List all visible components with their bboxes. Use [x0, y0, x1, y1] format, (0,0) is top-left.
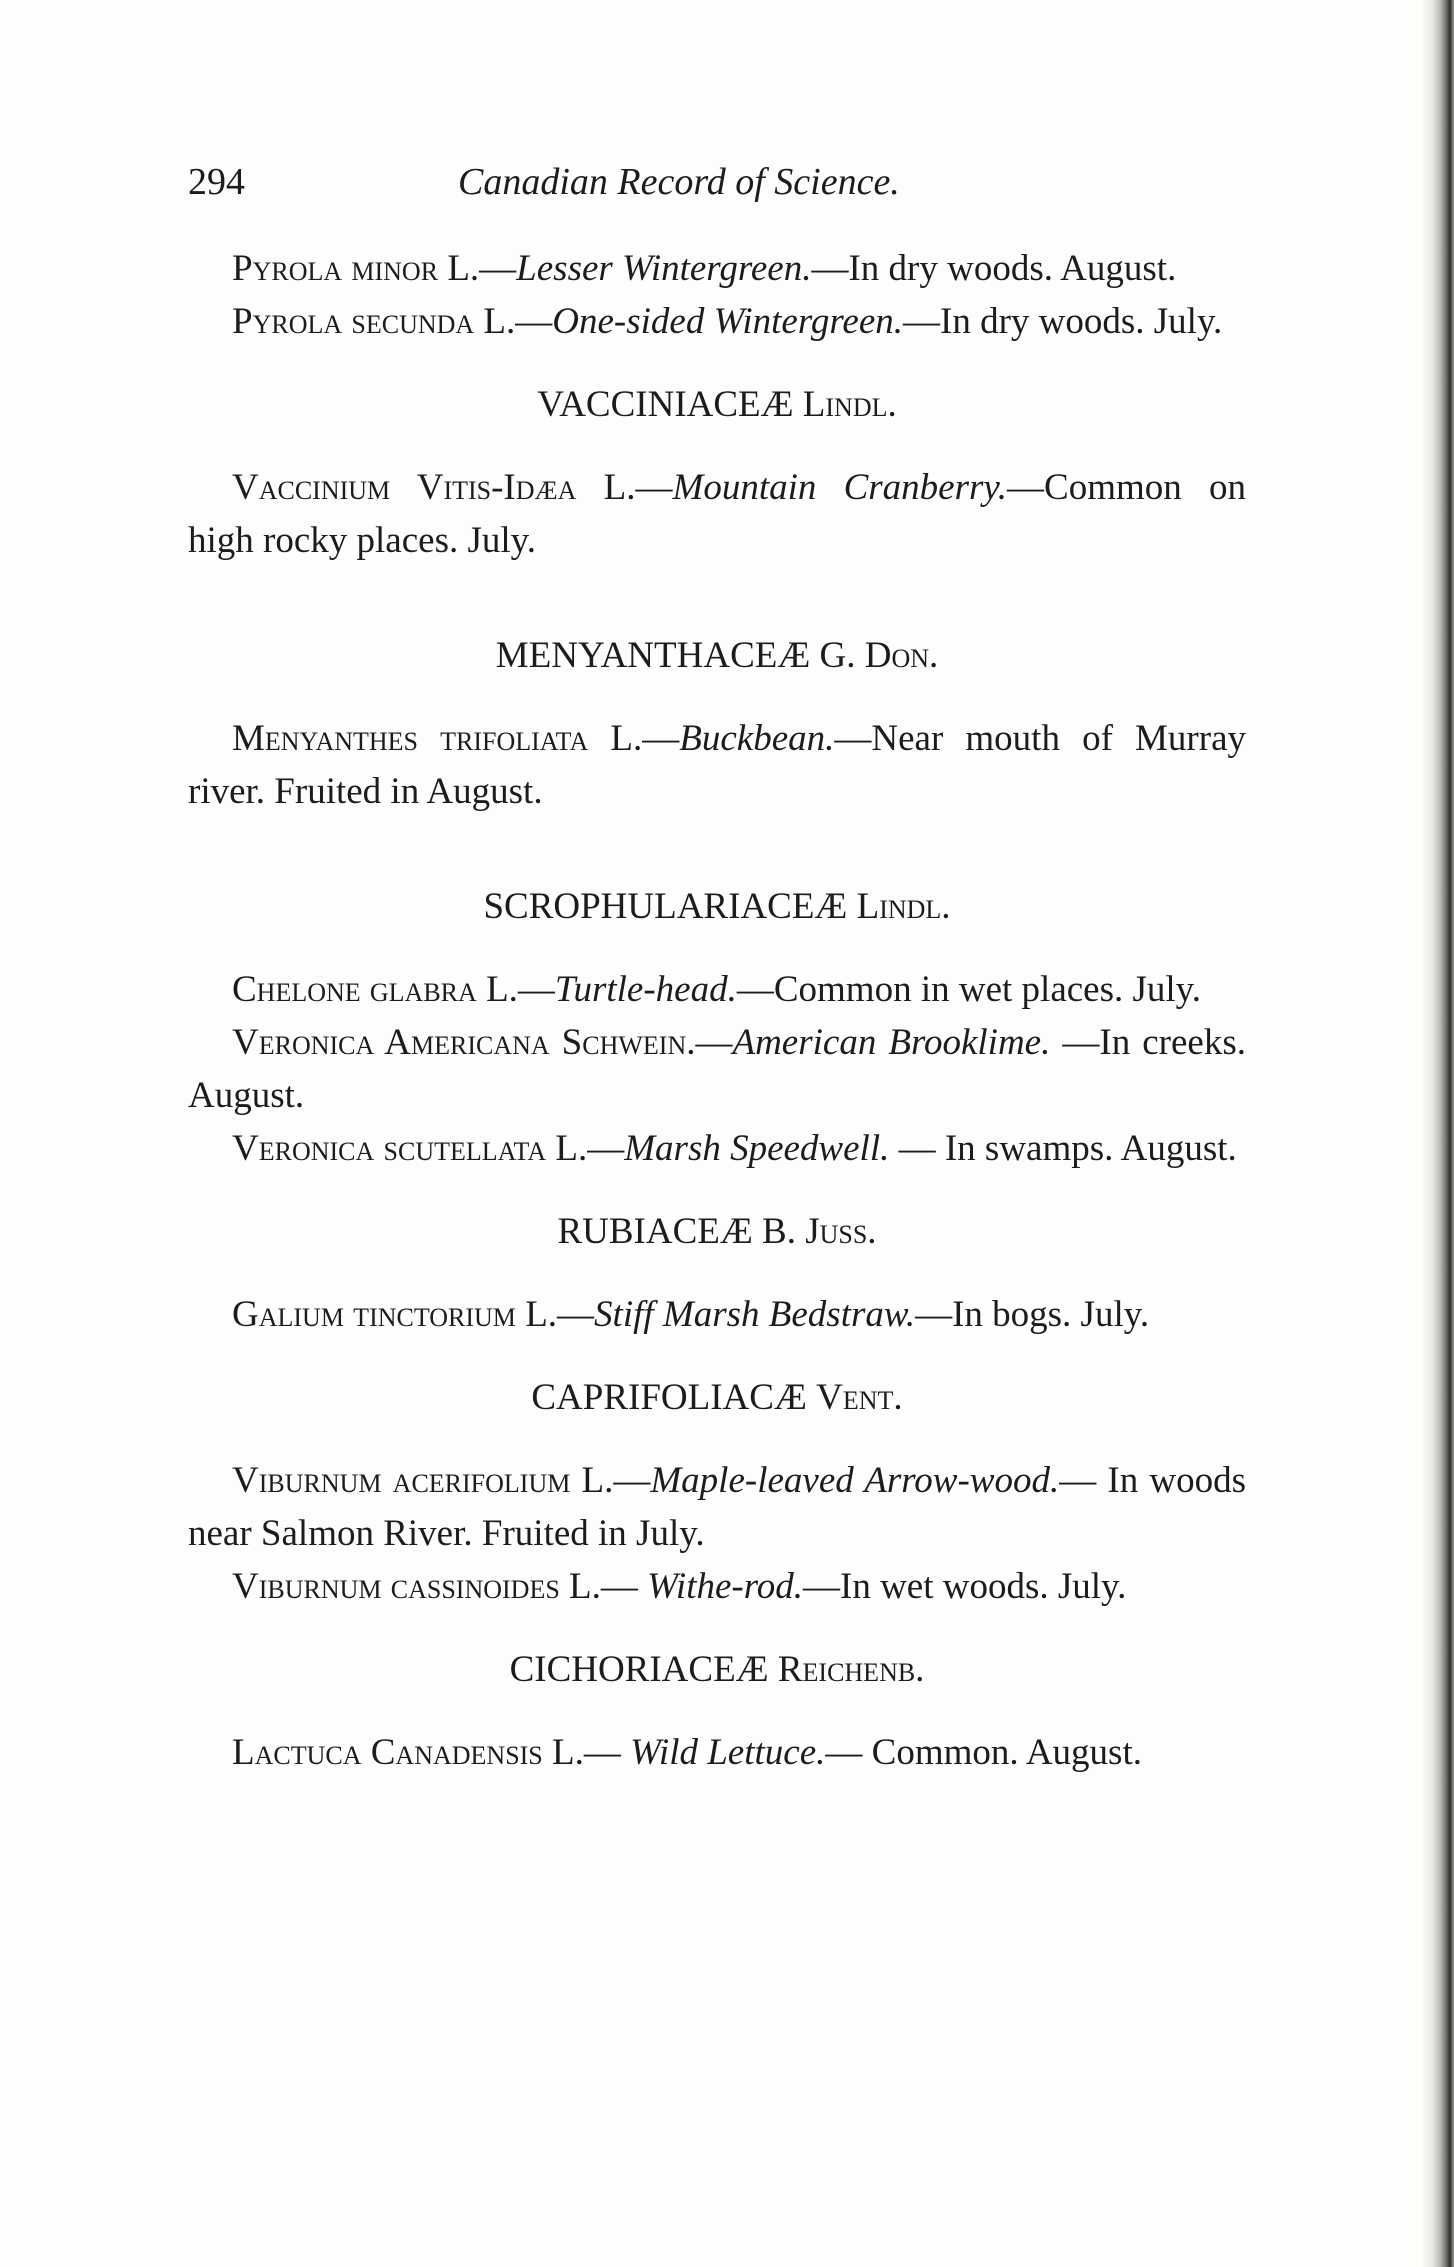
dash: —: [889, 1128, 945, 1169]
dash: —: [915, 1294, 953, 1335]
species-name: Viburnum cassinoides: [232, 1566, 560, 1607]
dash: —: [1059, 1460, 1108, 1501]
species-author: L.: [474, 301, 516, 342]
entry-text: Common on high rocky places. July.: [188, 467, 1246, 561]
family-name: CICHORIACEÆ: [509, 1649, 769, 1690]
common-name: Stiff Marsh Bedstraw.: [594, 1294, 916, 1335]
dash: —: [811, 248, 849, 289]
species-author: L.: [588, 718, 643, 759]
entry-text: In woods near Salmon River. Fruited in July.: [188, 1460, 1246, 1554]
family-name: VACCINIACEÆ: [537, 384, 794, 425]
species-name: Veronica Americana Schwein.: [232, 1022, 696, 1063]
common-name: Maple-leaved Arrow-wood.: [650, 1460, 1060, 1501]
dash: —: [695, 1022, 733, 1063]
common-name: One-sided Wintergreen.: [552, 301, 904, 342]
entry-text: In creeks. August.: [188, 1022, 1246, 1116]
dash: —: [635, 467, 673, 508]
common-name: Turtle-head.: [554, 969, 737, 1010]
common-name: Withe-rod.: [647, 1566, 804, 1607]
running-head: [188, 160, 1248, 210]
species-name: Vaccinium Vitis-Idæa: [232, 467, 577, 508]
entry-text: In swamps. August.: [944, 1128, 1237, 1169]
entry-viburnum-cassinoides: [188, 1560, 1246, 1613]
species-author: L.: [476, 969, 518, 1010]
family-author: B. Juss.: [762, 1211, 877, 1252]
family-author: G. Don.: [819, 635, 939, 676]
common-name: Marsh Speedwell.: [624, 1128, 890, 1169]
dash: —: [583, 1732, 631, 1773]
common-name: Wild Lettuce.: [630, 1732, 826, 1773]
entry-viburnum-acerifolium: [188, 1454, 1246, 1560]
species-author: L.: [438, 248, 480, 289]
entry-text: In dry woods. August.: [848, 248, 1177, 289]
family-heading-menyanthaceae: [188, 629, 1246, 682]
entry-galium: [188, 1288, 1246, 1341]
family-heading-cichoriaceae: [188, 1643, 1246, 1696]
journal-title: Canadian Record of Science.: [458, 161, 900, 203]
dash: —: [642, 718, 680, 759]
entry-menyanthes: [188, 712, 1246, 818]
family-name: MENYANTHACEÆ: [495, 635, 811, 676]
dash: —: [736, 969, 774, 1010]
dash: —: [834, 718, 872, 759]
species-name: Galium tinctorium: [232, 1294, 516, 1335]
dash: —: [587, 1128, 625, 1169]
dash: —: [479, 248, 517, 289]
species-name: Pyrola minor: [232, 248, 439, 289]
dash: —: [825, 1732, 872, 1773]
entry-text: In wet woods. July.: [840, 1566, 1127, 1607]
family-heading-scrophulariaceae: [188, 880, 1246, 933]
family-heading-vacciniaceae: [188, 378, 1246, 431]
entry-text: In dry woods. July.: [940, 301, 1223, 342]
entry-text: Near mouth of Murray river. Fruited in August.: [188, 718, 1246, 812]
species-author: L.: [559, 1566, 601, 1607]
entry-text: Common in wet places. July.: [773, 969, 1202, 1010]
entry-text: Common. August.: [871, 1732, 1142, 1773]
species-name: Veronica scutellata: [232, 1128, 547, 1169]
family-name: CAPRIFOLIACÆ: [531, 1377, 807, 1418]
page-edge-shadow: [1420, 0, 1454, 2267]
species-author: L.: [542, 1732, 584, 1773]
dash: —: [1050, 1022, 1100, 1063]
species-name: Menyanthes trifoliata: [232, 718, 589, 759]
entry-pyrola-secunda: [188, 295, 1246, 348]
family-author: Lindl.: [856, 886, 951, 927]
dash: —: [903, 301, 941, 342]
common-name: Buckbean.: [679, 718, 835, 759]
family-heading-rubiaceae: [188, 1205, 1246, 1258]
entry-lactuca: [188, 1726, 1246, 1779]
entry-chelone: [188, 963, 1246, 1016]
family-author: Reichenb.: [777, 1649, 925, 1690]
species-name: Chelone glabra: [232, 969, 477, 1010]
dash: —: [803, 1566, 841, 1607]
species-author: L.: [546, 1128, 588, 1169]
family-name: SCROPHULARIACEÆ: [483, 886, 848, 927]
common-name: Mountain Cranberry.: [672, 467, 1008, 508]
common-name: American Brooklime.: [732, 1022, 1051, 1063]
text-block: [188, 242, 1246, 1779]
species-name: Viburnum acerifolium: [232, 1460, 571, 1501]
family-name: RUBIACEÆ: [557, 1211, 753, 1252]
dash: —: [557, 1294, 595, 1335]
entry-veronica-americana: [188, 1016, 1246, 1122]
species-author: L.: [576, 467, 636, 508]
entry-text: In bogs. July.: [952, 1294, 1150, 1335]
species-author: L.: [570, 1460, 614, 1501]
dash: —: [517, 969, 555, 1010]
species-name: Lactuca Canadensis: [232, 1732, 543, 1773]
page-number: 294: [188, 161, 245, 203]
dash: —: [515, 301, 553, 342]
family-author: Vent.: [816, 1377, 903, 1418]
dash: —: [600, 1566, 648, 1607]
species-author: L.: [515, 1294, 558, 1335]
entry-vaccinium: [188, 461, 1246, 567]
dash: —: [1007, 467, 1045, 508]
entry-veronica-scutellata: [188, 1122, 1246, 1175]
family-heading-caprifoliaceae: [188, 1371, 1246, 1424]
common-name: Lesser Wintergreen.: [516, 248, 812, 289]
entry-pyrola-minor: [188, 242, 1246, 295]
species-name: Pyrola secunda: [232, 301, 475, 342]
family-author: Lindl.: [802, 384, 897, 425]
dash: —: [613, 1460, 651, 1501]
